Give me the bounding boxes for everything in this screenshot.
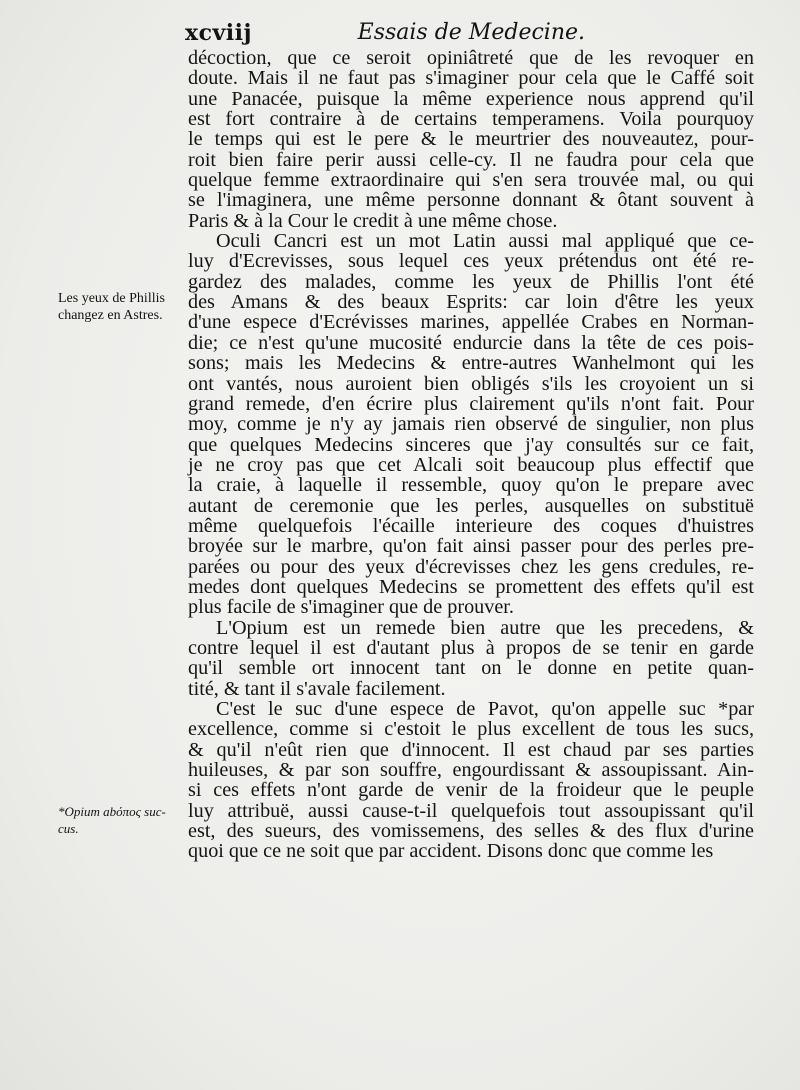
text-line: & qu'il n'eût rien que d'innocent. Il est chaud par ses parties [188,738,754,761]
text-line: grand remede, d'en écrire plus clairement qu'ils n'ont fait. Pour [188,392,754,415]
text-line: autant de ceremonie que les perles, ausquelles on substituë [188,494,754,517]
running-head [185,20,585,50]
paragraph [188,48,754,231]
text-line: une Panacée, puisque la même experience nous apprend qu'il [188,87,754,110]
text-line: contre lequel il est d'autant plus à propos de se tenir en garde [188,636,754,659]
text-line: excellence, comme si c'estoit le plus excellent de tous les sucs, [188,718,754,741]
text-line: le temps qui est le pere & le meurtrier des nouveautez, pour- [188,128,754,151]
main-text-block [188,48,754,862]
text-line: que quelques Medecins sinceres que j'ay consultés sur ce fait, [188,433,754,456]
text-line: d'une espece d'Ecrévisses marines, appellée Crabes en Norman- [188,311,754,334]
text-line: des Amans & des beaux Esprits: car loin d'être les yeux [188,291,754,314]
text-line: luy d'Ecrevisses, sous lequel ces yeux prétendus ont été re- [188,250,754,273]
text-line: si ces effets n'ont garde de venir de la froideur que le peuple [188,779,754,802]
text-line: est, des sueurs, des vomissemens, des selles & des flux d'urine [188,820,754,843]
text-line: quoi que ce ne soit que par accident. Disons donc que comme les [188,840,714,863]
text-line: parées ou pour des yeux d'écrevisses chez les gens credules, re- [188,555,754,578]
text-line: est fort contraire à de certains temperamens. Voila pourquoy [188,108,754,131]
text-line: ont vantés, nous auroient bien obligés s'ils les croyoient un si [188,372,754,395]
paragraph [188,231,754,618]
text-line: Oculi Cancri est un mot Latin aussi mal appliqué que ce- [216,230,754,253]
text-line: qu'il semble ort innocent tant on le donne en petite quan- [188,657,754,680]
paragraph [188,618,754,699]
text-line: Paris & à la Cour le credit à une même chose. [188,209,558,232]
text-line: décoction, que ce seroit opiniâtreté que de les revoquer en [188,47,754,69]
text-line: broyée sur le marbre, qu'on fait ainsi passer pour des perles pre- [188,535,754,558]
text-line: se l'imaginera, une même personne donnant & ôtant souvent à [188,189,754,212]
margin-note-opium: *Opium abόπος suc-cus. [58,804,166,836]
text-line: la craie, à laquelle il ressemble, quoy qu'on le prepare avec [188,474,754,497]
text-line: C'est le suc d'une espece de Pavot, qu'on appelle suc *par [216,698,754,720]
text-line: roit bien faire perir aussi celle-cy. Il ne faudra pour cela que [188,148,754,171]
text-line: plus facile de s'imaginer que de prouver. [188,596,514,619]
text-line: doute. Mais il ne faut pas s'imaginer pour cela que le Caffé soit [188,67,754,90]
page-number: xcviij [185,20,252,46]
margin-note-phillis: Les yeux de Phillis changez en Astres. [58,291,165,323]
text-line: même quelquefois l'écaille interieure des coques d'huistres [188,514,754,537]
text-line: gardez des malades, comme les yeux de Phillis l'ont été [188,270,754,293]
text-line: sons; mais les Medecins & entre-autres Wanhelmont qui les [188,352,754,375]
running-title: Essais de Medecine. [357,20,585,45]
text-line: tité, & tant il s'avale facilement. [188,677,446,700]
text-line: quelque femme extraordinaire qui s'en sera trouvée mal, ou qui [188,169,754,192]
text-line: luy attribuë, aussi cause-t-il quelquefois tout assoupissant qu'il [188,799,754,822]
text-line: medes dont quelques Medecins se promettent des effets qu'il est [188,575,754,598]
text-line: L'Opium est un remede bien autre que les precedens, & [216,616,754,639]
paragraph [188,699,754,862]
text-line: huileuses, & par son souffre, engourdissant & assoupissant. Ain- [188,759,754,782]
text-line: moy, comme je n'y ay jamais rien observé de singulier, non plus [188,413,754,436]
text-line: die; ce n'est qu'une mucosité endurcie dans la tête de ces pois- [188,331,754,354]
text-line: je ne croy pas que cet Alcali soit beaucoup plus effectif que [188,453,754,476]
